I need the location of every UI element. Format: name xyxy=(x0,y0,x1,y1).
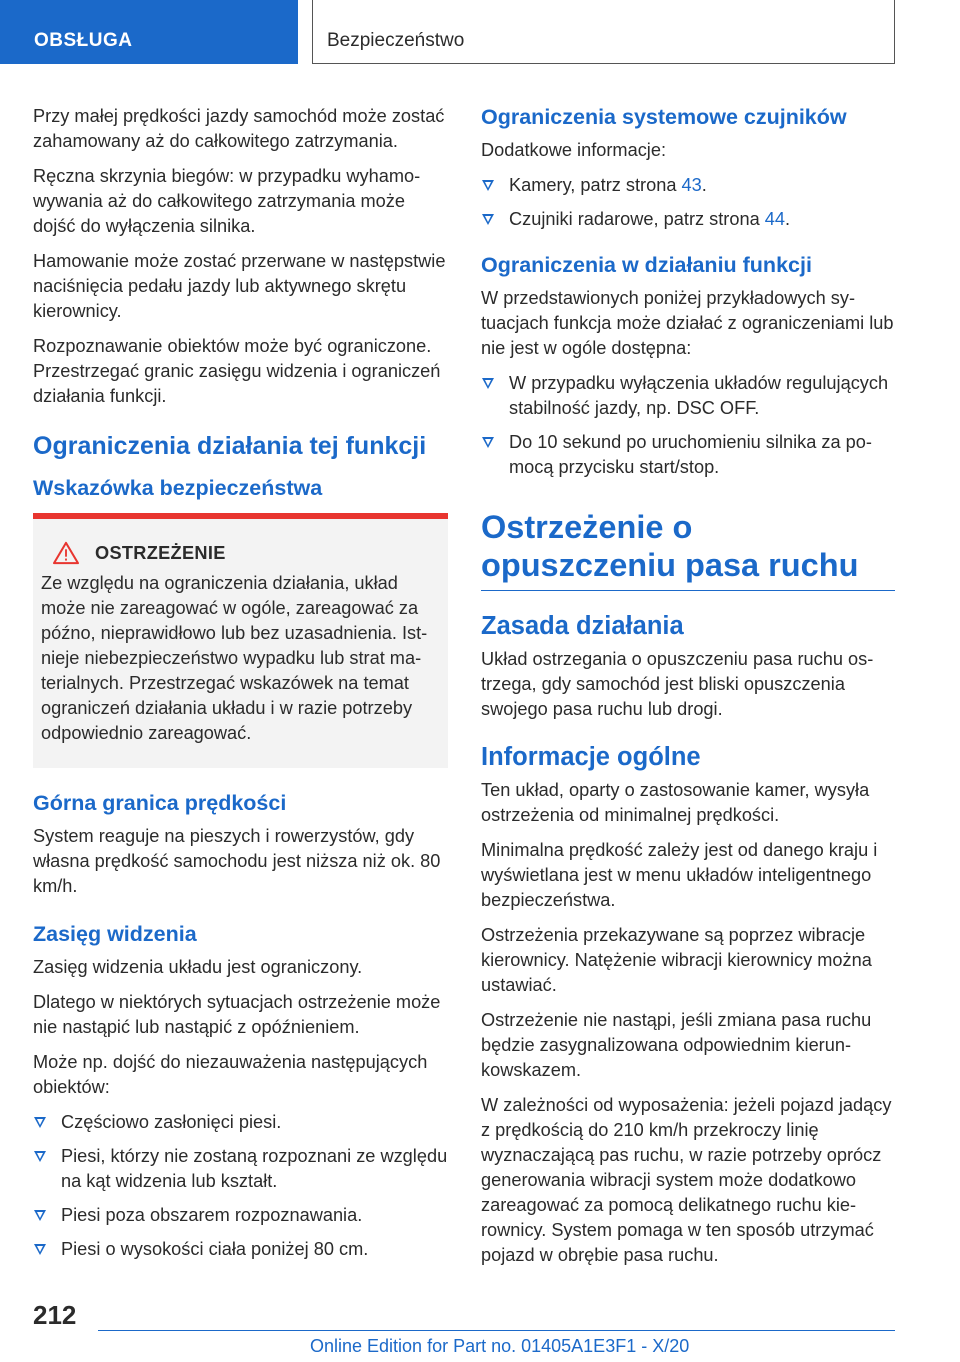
paragraph: Ostrzeżenia przekazywane są poprzez wibracje kierownicy. Natężenie wibracji kierownicy można ustawiać. xyxy=(481,925,872,995)
paragraph: Ten układ, oparty o zastosowanie kamer, wysyła ostrzeżenia od minimalnej prędkości. xyxy=(481,780,870,825)
paragraph: Dlatego w niektórych sytuacjach ostrzeżenie może nie nastąpić lub nastąpić z opóźnieniem. xyxy=(33,992,441,1037)
bullet-arrow-icon xyxy=(482,437,494,448)
heading-sensor-limits: Ograniczenia systemowe czujników xyxy=(481,105,847,129)
list xyxy=(481,173,895,232)
paragraph: Układ ostrzegania o opuszczeniu pasa ruchu ostrzega, gdy samochód jest bliski opuszczenia swojego pasa ruchu lub drogi. xyxy=(481,649,874,719)
list-item: Piesi poza obszarem rozpoznawania. xyxy=(33,1203,448,1228)
page-link[interactable]: 43 xyxy=(681,175,702,195)
bullet-arrow-icon xyxy=(482,180,494,191)
page-section-title: Bezpieczeństwo xyxy=(312,0,895,64)
heading-limits: Ograniczenia działania tej funkcji xyxy=(33,432,427,460)
bullet-arrow-icon xyxy=(34,1117,46,1128)
bullet-arrow-icon xyxy=(482,378,494,389)
paragraph: Ręczna skrzynia biegów: w przypadku wyhamowywania aż do całkowitego zatrzymania może dojść do wyłączenia silnika. xyxy=(33,166,421,236)
bullet-arrow-icon xyxy=(34,1210,46,1221)
heading-general-info: Informacje ogólne xyxy=(481,743,701,771)
footer-edition: Online Edition for Part no. 01405A1E3F1 - X/20 xyxy=(310,1336,690,1356)
heading-speed-limit: Górna granica prędkości xyxy=(33,791,287,815)
section-tab: OBSŁUGA xyxy=(0,0,298,64)
list-item: Piesi, którzy nie zostaną rozpoznani ze względu na kąt widzenia lub kształt. xyxy=(33,1144,448,1194)
paragraph: Dodatkowe informacje: xyxy=(481,140,666,160)
page-number: 212 xyxy=(33,1300,77,1330)
heading-function-limits: Ograniczenia w działaniu funkcji xyxy=(481,253,812,277)
warning-text: Ze względu na ograniczenia działania, układ może nie zareagować w ogóle, zareagować za późno, nieprawidłowo lub bez uzasadnienia. Istnieje niebezpieczeństwo wypadku lub strat materialnych. Przestrzegać wskazówek na temat ograniczeń działania układu i w razie potrzeby odpowiednio zareagować. xyxy=(41,573,428,743)
paragraph: Zasięg widzenia układu jest ograniczony. xyxy=(33,957,363,977)
list xyxy=(33,1110,448,1262)
list-item: W przypadku wyłączenia układów regulujących stabilność jazdy, np. DSC OFF. xyxy=(481,371,895,421)
paragraph: Minimalna prędkość zależy jest od danego kraju i wyświetlana jest w menu układów inteligentnego bezpieczeństwa. xyxy=(481,840,878,910)
heading-lane-departure-warning: Ostrzeżenie o opuszczeniu pasa ruchu xyxy=(481,509,859,583)
list-item: Piesi o wysokości ciała poniżej 80 cm. xyxy=(33,1237,448,1262)
list-item: Czujniki radarowe, patrz strona 44. xyxy=(481,207,895,232)
heading-visibility-range: Zasięg widzenia xyxy=(33,922,197,946)
paragraph: Może np. dojść do niezauważenia następujących obiektów: xyxy=(33,1052,428,1097)
page-link[interactable]: 44 xyxy=(764,209,785,229)
list xyxy=(481,371,895,480)
bullet-arrow-icon xyxy=(34,1151,46,1162)
warning-triangle-icon xyxy=(51,541,81,565)
paragraph: System reaguje na pieszych i rowerzystów, gdy własna prędkość samochodu jest niższa niż ok. 80 km/h. xyxy=(33,826,441,896)
heading-principle: Zasada działania xyxy=(481,612,684,640)
left-column xyxy=(33,104,448,1271)
paragraph: Przy małej prędkości jazdy samochód może zostać zahamowany aż do całkowitego zatrzymania. xyxy=(33,106,445,151)
paragraph: W zależności od wyposażenia: jeżeli pojazd jadący z prędkością do 210 km/h przekroczy linię wyznaczającą pas ruchu, w razie potrzeby oprócz generowania wibracji system może dodatkowo zareagować za pomocą delikatnego ruchu kierownicy. System pomaga w ten sposób utrzymać pojazd w obrębie pasa ruchu. xyxy=(481,1095,892,1265)
heading-safety-note: Wskazówka bezpieczeństwa xyxy=(33,476,323,500)
list-item: Kamery, patrz strona 43. xyxy=(481,173,895,198)
paragraph: W przedstawionych poniżej przykładowych sytuacjach funkcja może działać z ograniczeniami lub nie jest w ogóle dostępna: xyxy=(481,288,894,358)
paragraph: Ostrzeżenie nie nastąpi, jeśli zmiana pasa ruchu będzie zasygnalizowana odpowiednim kierunkowskazem. xyxy=(481,1010,872,1080)
warning-title: OSTRZEŻENIE xyxy=(95,542,226,563)
right-column xyxy=(481,104,895,1278)
list-item: Do 10 sekund po uruchomieniu silnika za pomocą przycisku start/stop. xyxy=(481,430,895,480)
paragraph: Rozpoznawanie obiektów może być ograniczone. Przestrzegać granic zasięgu widzenia i ograniczeń działania funkcji. xyxy=(33,336,441,406)
bullet-arrow-icon xyxy=(34,1244,46,1255)
warning-box xyxy=(33,513,448,768)
list-item: Częściowo zasłonięci piesi. xyxy=(33,1110,448,1135)
bullet-arrow-icon xyxy=(482,214,494,225)
footer-divider xyxy=(98,1330,895,1331)
heading-divider xyxy=(481,590,895,591)
paragraph: Hamowanie może zostać przerwane w następstwie naciśnięcia pedału jazdy lub aktywnego skrętu kierownicy. xyxy=(33,251,446,321)
warning-header xyxy=(41,541,440,565)
